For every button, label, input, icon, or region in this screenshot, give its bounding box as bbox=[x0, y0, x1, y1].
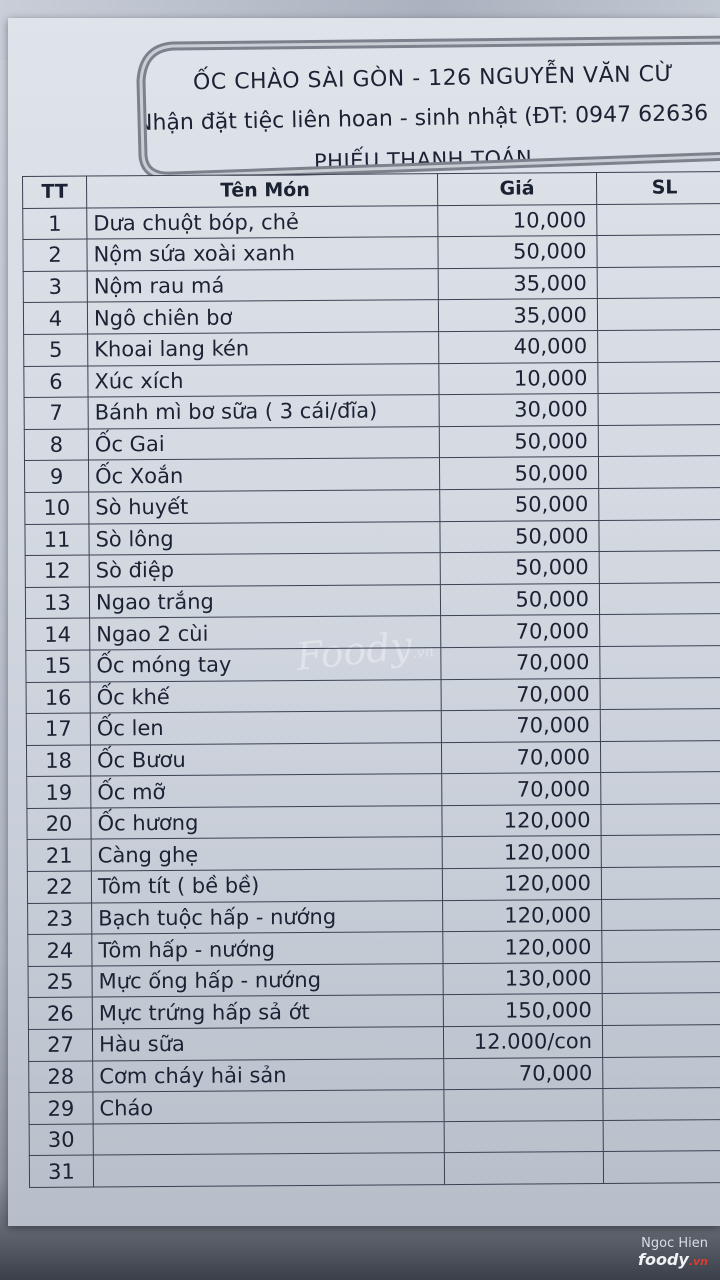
row-number: 31 bbox=[29, 1155, 93, 1187]
row-number: 14 bbox=[26, 618, 90, 650]
row-number: 17 bbox=[26, 713, 90, 745]
row-number: 27 bbox=[28, 1029, 92, 1061]
dish-price: 120,000 bbox=[443, 899, 602, 932]
dish-name: Ốc hương bbox=[91, 805, 442, 839]
table-row bbox=[28, 930, 720, 967]
dish-price: 70,000 bbox=[441, 615, 600, 648]
dish-price: 10,000 bbox=[439, 362, 598, 395]
dish-quantity bbox=[599, 519, 720, 552]
dish-name: Xúc xích bbox=[88, 363, 439, 397]
row-number: 2 bbox=[23, 239, 87, 271]
dish-price: 150,000 bbox=[443, 994, 602, 1027]
table-row bbox=[26, 645, 720, 682]
row-number: 11 bbox=[25, 524, 89, 556]
dish-quantity bbox=[597, 235, 720, 268]
dish-quantity bbox=[602, 1025, 720, 1058]
column-header-tt: TT bbox=[23, 176, 87, 208]
credit-logo-suffix: .vn bbox=[688, 1255, 708, 1268]
dish-quantity bbox=[602, 898, 720, 931]
dish-price: 50,000 bbox=[440, 583, 599, 616]
row-number: 23 bbox=[28, 903, 92, 935]
dish-name: Ốc len bbox=[90, 711, 441, 745]
dish-price: 70,000 bbox=[441, 678, 600, 711]
table-row bbox=[24, 456, 720, 493]
table-row bbox=[24, 424, 720, 461]
dish-quantity bbox=[597, 203, 720, 236]
dish-quantity bbox=[600, 645, 720, 678]
sheet-header bbox=[8, 18, 720, 188]
dish-price: 50,000 bbox=[439, 457, 598, 490]
dish-price: 120,000 bbox=[442, 868, 601, 901]
table-row bbox=[27, 772, 720, 809]
dish-name: Ngao 2 cùi bbox=[90, 616, 441, 650]
dish-name: Cơm cháy hải sản bbox=[93, 1058, 444, 1092]
dish-price: 12.000/con bbox=[443, 1025, 602, 1058]
dish-name: Ốc mỡ bbox=[91, 774, 442, 808]
dish-quantity bbox=[599, 582, 720, 615]
menu-table bbox=[22, 171, 720, 1188]
table-row bbox=[28, 1025, 720, 1062]
table-row bbox=[26, 740, 720, 777]
dish-quantity bbox=[599, 551, 720, 584]
table-row bbox=[24, 393, 720, 430]
dish-quantity bbox=[597, 266, 720, 299]
dish-name: Sò huyết bbox=[89, 490, 440, 524]
row-number: 13 bbox=[25, 587, 89, 619]
row-number: 3 bbox=[23, 271, 87, 303]
dish-price: 10,000 bbox=[438, 204, 597, 237]
dish-name: Mực trứng hấp sả ớt bbox=[92, 995, 443, 1029]
dish-name: Bánh mì bơ sữa ( 3 cái/đĩa) bbox=[88, 395, 439, 429]
row-number: 21 bbox=[27, 840, 91, 872]
form-name: PHIẾU THANH TOÁN bbox=[313, 146, 533, 174]
row-number: 30 bbox=[29, 1124, 93, 1156]
dish-price: 50,000 bbox=[440, 552, 599, 585]
dish-price: 70,000 bbox=[444, 1057, 603, 1090]
dish-name bbox=[93, 1153, 444, 1187]
dish-name: Ốc Xoắn bbox=[88, 458, 439, 492]
row-number: 7 bbox=[24, 397, 88, 429]
table-row bbox=[29, 1056, 720, 1093]
table-row bbox=[26, 709, 720, 746]
table-row bbox=[23, 266, 720, 303]
column-header-price: Giá bbox=[437, 172, 596, 205]
row-number: 6 bbox=[24, 366, 88, 398]
dish-name: Ngô chiên bơ bbox=[87, 300, 438, 334]
table-row bbox=[26, 614, 720, 651]
table-row bbox=[26, 677, 720, 714]
dish-name: Mực ống hấp - nướng bbox=[92, 963, 443, 997]
dish-quantity bbox=[598, 456, 720, 489]
row-number: 4 bbox=[23, 302, 87, 334]
row-number: 9 bbox=[24, 460, 88, 492]
dish-price: 130,000 bbox=[443, 962, 602, 995]
table-row bbox=[25, 582, 720, 619]
dish-name: Nộm rau má bbox=[87, 268, 438, 302]
row-number: 22 bbox=[27, 871, 91, 903]
column-header-sl: SL bbox=[596, 172, 720, 205]
foody-logo bbox=[638, 1250, 708, 1269]
dish-quantity bbox=[603, 1056, 720, 1089]
dish-price: 35,000 bbox=[438, 299, 597, 332]
dish-name: Cháo bbox=[93, 1090, 444, 1124]
row-number: 28 bbox=[29, 1061, 93, 1093]
table-row bbox=[27, 867, 720, 904]
row-number: 5 bbox=[24, 334, 88, 366]
column-header-name: Tên Món bbox=[87, 174, 438, 208]
dish-price: 30,000 bbox=[439, 394, 598, 427]
dish-quantity bbox=[602, 961, 720, 994]
dish-quantity bbox=[601, 835, 720, 868]
dish-quantity bbox=[600, 614, 720, 647]
dish-name: Sò lông bbox=[89, 521, 440, 555]
row-number: 25 bbox=[28, 966, 92, 998]
dish-price: 120,000 bbox=[442, 804, 601, 837]
watermark-brand: Foody bbox=[294, 623, 414, 680]
table-row bbox=[28, 898, 720, 935]
dish-quantity bbox=[598, 393, 720, 426]
dish-quantity bbox=[603, 1119, 720, 1152]
row-number: 16 bbox=[26, 682, 90, 714]
row-number: 19 bbox=[27, 776, 91, 808]
dish-price: 120,000 bbox=[442, 836, 601, 869]
dish-price: 70,000 bbox=[441, 646, 600, 679]
dish-name: Ngao trắng bbox=[89, 584, 440, 618]
dish-price: 70,000 bbox=[442, 773, 601, 806]
row-number: 10 bbox=[25, 492, 89, 524]
dish-quantity bbox=[602, 930, 720, 963]
dish-price bbox=[444, 1089, 603, 1122]
table-row bbox=[24, 361, 720, 398]
table-row bbox=[29, 1119, 720, 1156]
dish-price: 50,000 bbox=[440, 488, 599, 521]
dish-quantity bbox=[598, 424, 720, 457]
row-number: 24 bbox=[28, 934, 92, 966]
watermark-suffix: .vn bbox=[411, 643, 435, 662]
row-number: 20 bbox=[27, 808, 91, 840]
dish-quantity bbox=[602, 993, 720, 1026]
table-row bbox=[23, 203, 720, 240]
table-row bbox=[28, 993, 720, 1030]
dish-quantity bbox=[601, 867, 720, 900]
dish-price: 120,000 bbox=[443, 931, 602, 964]
dish-price bbox=[444, 1120, 603, 1153]
table-row bbox=[25, 551, 720, 588]
dish-quantity bbox=[598, 361, 720, 394]
row-number: 12 bbox=[25, 555, 89, 587]
credit-logo-text: foody bbox=[637, 1250, 689, 1269]
row-number: 1 bbox=[23, 208, 87, 240]
table-row bbox=[27, 803, 720, 840]
dish-price: 35,000 bbox=[438, 267, 597, 300]
row-number: 29 bbox=[29, 1092, 93, 1124]
dish-name: Ốc Gai bbox=[88, 426, 439, 460]
dish-name: Sò điệp bbox=[89, 553, 440, 587]
dish-name bbox=[93, 1121, 444, 1155]
row-number: 8 bbox=[24, 429, 88, 461]
table-row bbox=[28, 961, 720, 998]
table-row bbox=[25, 487, 720, 524]
dish-price: 50,000 bbox=[438, 236, 597, 269]
dish-price bbox=[444, 1152, 603, 1185]
dish-quantity bbox=[600, 677, 720, 710]
restaurant-title: ỐC CHÀO SÀI GÒN - 126 NGUYỄN VĂN CỪ bbox=[192, 61, 675, 96]
dish-quantity bbox=[599, 487, 720, 520]
dish-price: 70,000 bbox=[441, 741, 600, 774]
restaurant-subtitle: Nhận đặt tiệc liên hoan - sinh nhật (ĐT: 0947 62636 bbox=[135, 101, 709, 136]
row-number: 26 bbox=[28, 997, 92, 1029]
dish-price: 50,000 bbox=[440, 520, 599, 553]
dish-name: Nộm sứa xoài xanh bbox=[87, 237, 438, 271]
dish-name: Ốc khế bbox=[90, 679, 441, 713]
dish-name: Dưa chuột bóp, chẻ bbox=[87, 205, 438, 239]
table-row bbox=[25, 519, 720, 556]
dish-price: 70,000 bbox=[441, 710, 600, 743]
menu-rows bbox=[23, 203, 720, 1187]
row-number: 18 bbox=[26, 745, 90, 777]
table-row bbox=[29, 1151, 720, 1188]
dish-name: Càng ghẹ bbox=[91, 837, 442, 871]
credit-username: Ngoc Hien bbox=[641, 1236, 708, 1251]
table-row bbox=[29, 1088, 720, 1125]
table-row bbox=[27, 835, 720, 872]
dish-name: Hàu sữa bbox=[92, 1027, 443, 1061]
dish-price: 40,000 bbox=[439, 330, 598, 363]
dish-name: Tôm hấp - nướng bbox=[92, 932, 443, 966]
dish-quantity bbox=[597, 298, 720, 331]
table-row bbox=[24, 330, 720, 367]
dish-quantity bbox=[600, 709, 720, 742]
dish-quantity bbox=[600, 740, 720, 773]
dish-name: Bạch tuộc hấp - nướng bbox=[92, 900, 443, 934]
table-header-row bbox=[23, 172, 720, 209]
dish-quantity bbox=[601, 772, 720, 805]
table-row bbox=[23, 298, 720, 335]
dish-quantity bbox=[598, 330, 720, 363]
dish-name: Ốc Bươu bbox=[90, 742, 441, 776]
dish-name: Khoai lang kén bbox=[88, 332, 439, 366]
dish-quantity bbox=[603, 1088, 720, 1121]
dish-quantity bbox=[603, 1151, 720, 1184]
dish-price: 50,000 bbox=[439, 425, 598, 458]
dish-name: Tôm tít ( bề bề) bbox=[91, 869, 442, 903]
row-number: 15 bbox=[26, 650, 90, 682]
table-row bbox=[23, 235, 720, 272]
dish-quantity bbox=[601, 803, 720, 836]
dish-name: Ốc móng tay bbox=[90, 647, 441, 681]
